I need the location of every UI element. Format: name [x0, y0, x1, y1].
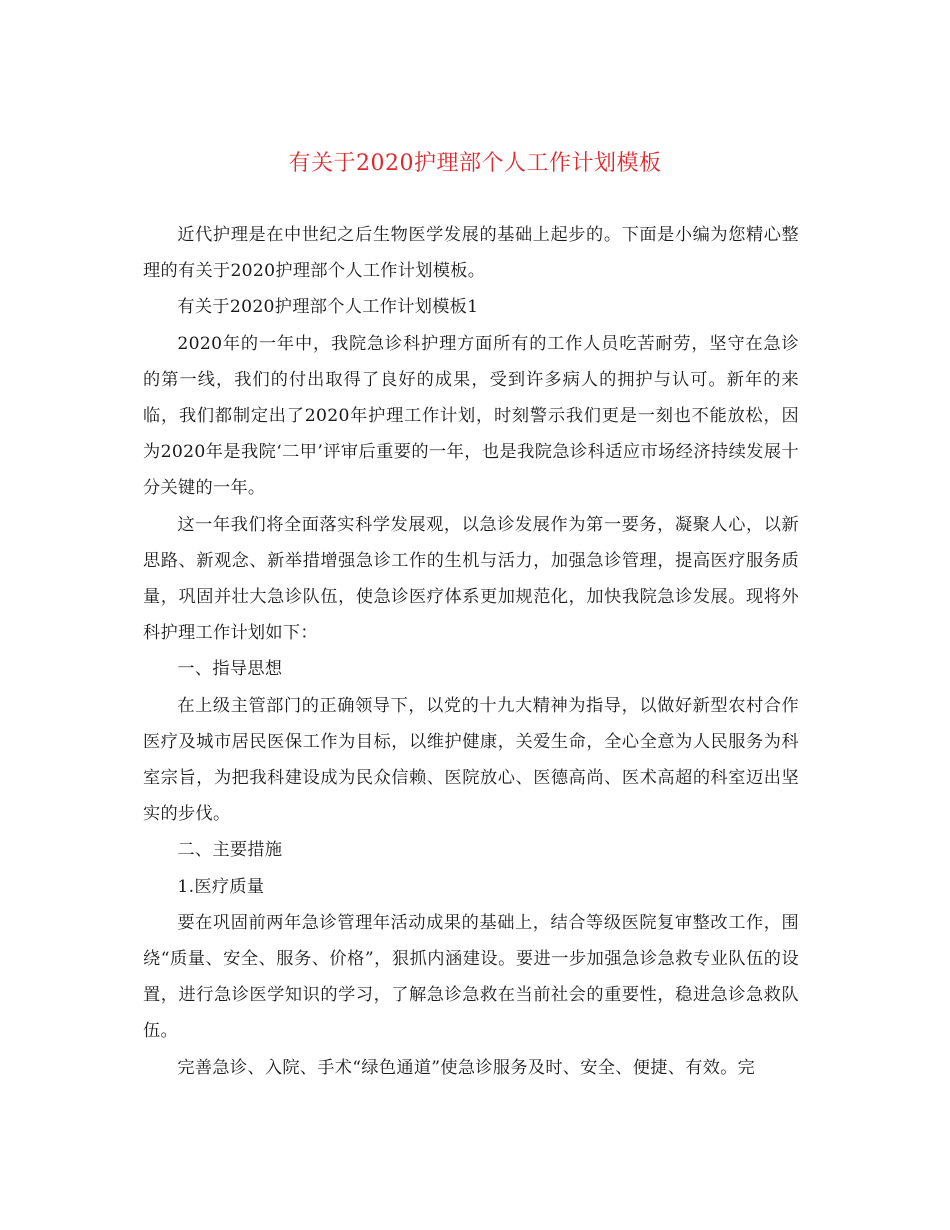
paragraph-green-channel: 完善急诊、入院、手术“绿色通道”使急诊服务及时、安全、便捷、有效。完 — [177, 1057, 756, 1078]
document-body — [143, 217, 799, 1086]
document-title: 有关于2020护理部个人工作计划模板 — [288, 150, 662, 176]
paragraph-goals: 这一年我们将全面落实科学发展观，以急诊发展作为第一要务，凝聚人心，以新思路、新观念、新举措增强急诊工作的生机与活力，加强急诊管理，提高医疗服务质量，巩固并壮大急诊队伍，使急诊医疗体系更加规范化，加快我院急诊发展。现将外科护理工作计划如下： — [143, 514, 799, 644]
subheading-medical-quality: 1.医疗质量 — [177, 876, 265, 897]
paragraph-background: 2020年的一年中，我院急诊科护理方面所有的工作人员吃苦耐劳，坚守在急诊的第一线，我们的付出取得了良好的成果，受到许多病人的拥护与认可。新年的来临，我们都制定出了2020年护理工作计划，时刻警示我们更是一刻也不能放松，因为2020年是我院‘二甲’评审后重要的一年，也是我院急诊科适应市场经济持续发展十分关键的一年。 — [143, 333, 799, 499]
section-heading-guiding-thought: 一、指导思想 — [177, 659, 283, 680]
section-heading-main-measures: 二、主要措施 — [177, 840, 283, 861]
paragraph-subtitle: 有关于2020护理部个人工作计划模板1 — [177, 297, 479, 318]
paragraph-intro: 近代护理是在中世纪之后生物医学发展的基础上起步的。下面是小编为您精心整理的有关于2020护理部个人工作计划模板。 — [143, 225, 799, 282]
paragraph-medical-quality: 要在巩固前两年急诊管理年活动成果的基础上，结合等级医院复审整改工作，围绕“质量、安全、服务、价格”，狠抓内涵建设。要进一步加强急诊急救专业队伍的设置，进行急诊医学知识的学习，了解急诊急救在当前社会的重要性，稳进急诊急救队伍。 — [143, 912, 799, 1042]
paragraph-guiding-thought: 在上级主管部门的正确领导下，以党的十九大精神为指导，以做好新型农村合作医疗及城市居民医保工作为目标，以维护健康，关爱生命，全心全意为人民服务为科室宗旨，为把我科建设成为民众信赖、医院放心、医德高尚、医术高超的科室迈出坚实的步伐。 — [143, 695, 799, 825]
